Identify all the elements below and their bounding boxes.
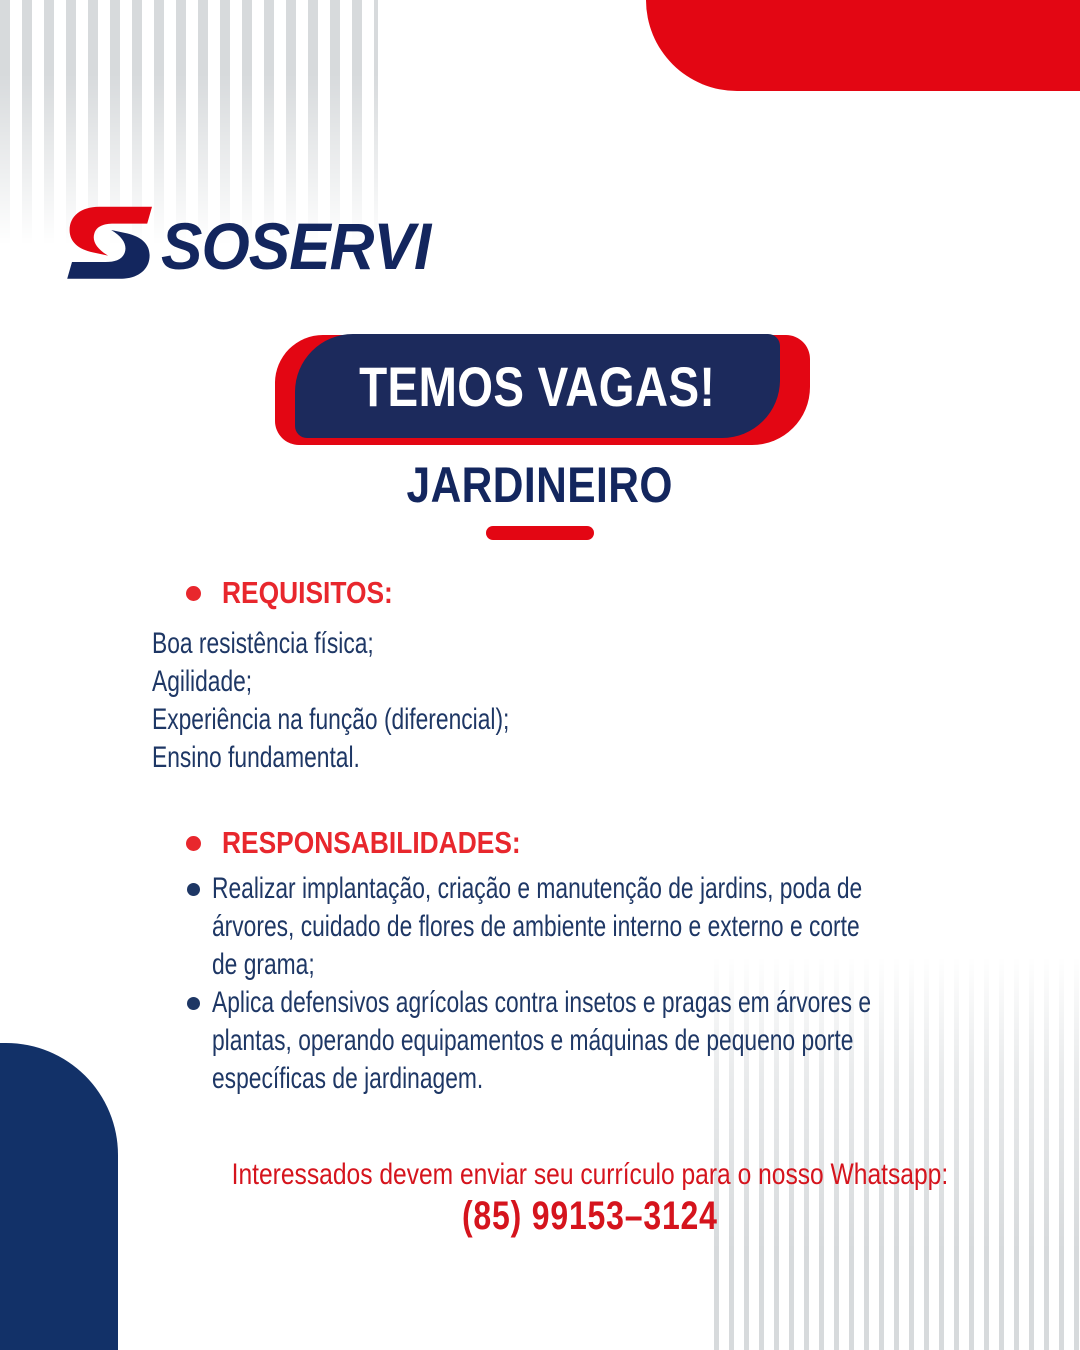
responsibilities-bullet-dot xyxy=(186,836,201,851)
requirements-list xyxy=(152,625,622,777)
contact-cta: Interessados devem enviar seu currículo para o nosso Whatsapp: xyxy=(231,1158,949,1191)
list-bullet-dot xyxy=(187,883,200,896)
vacancy-banner xyxy=(295,334,780,438)
responsibilities-heading: RESPONSABILIDADES: xyxy=(222,825,521,860)
red-corner-shape xyxy=(646,0,1080,91)
list-item: Boa resistência física; xyxy=(152,627,374,660)
list-bullet-dot xyxy=(187,997,200,1010)
list-item: Experiência na função (diferencial); xyxy=(152,703,510,736)
responsibilities-list xyxy=(212,870,1079,1098)
list-item-line: Realizar implantação, criação e manutenção de jardins, poda de xyxy=(212,872,863,905)
list-item-line: plantas, operando equipamentos e máquinas de pequeno porte xyxy=(212,1024,854,1057)
banner-title: TEMOS VAGAS! xyxy=(359,354,716,418)
list-item-line: árvores, cuidado de flores de ambiente interno e externo e corte xyxy=(212,910,860,943)
title-underline xyxy=(486,526,594,540)
list-item-line: Aplica defensivos agrícolas contra insetos e pragas em árvores e xyxy=(212,986,872,1019)
requirements-bullet-dot xyxy=(186,586,201,601)
list-item-line: de grama; xyxy=(212,948,315,981)
list-item-line: específicas de jardinagem. xyxy=(212,1062,484,1095)
soservi-logo xyxy=(64,202,447,284)
soservi-s-icon xyxy=(64,202,152,282)
job-title: JARDINEIRO xyxy=(406,457,674,513)
list-item: Ensino fundamental. xyxy=(152,741,360,774)
requirements-heading: REQUISITOS: xyxy=(222,575,393,610)
list-item: Agilidade; xyxy=(152,665,253,698)
whatsapp-phone-number: (85) 99153–3124 xyxy=(462,1194,718,1238)
brand-name: SOSERVI xyxy=(161,209,431,283)
